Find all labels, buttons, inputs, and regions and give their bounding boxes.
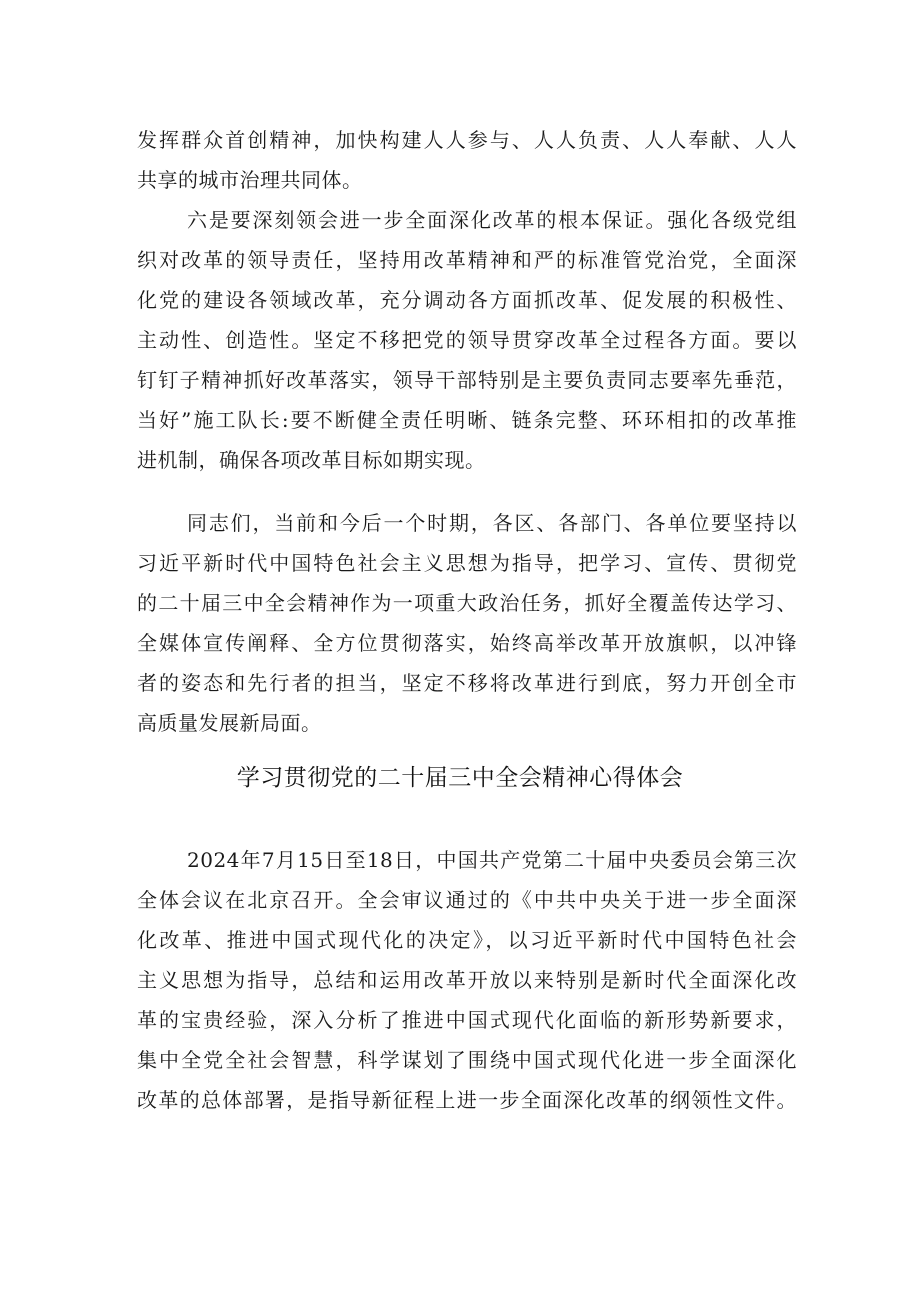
paragraph-line: 革的宝贵经验，深入分析了推进中国式现代化面临的新形势新要求，	[137, 1008, 797, 1032]
paragraph-line: 主动性、创造性。坚定不移把党的领导贯穿改革全过程各方面。要以	[137, 328, 797, 352]
paragraph-line: 高质量发展新局面。	[137, 711, 322, 735]
paragraph-line: 的二十届三中全会精神作为一项重大政治任务，抓好全覆盖传达学习、	[137, 591, 797, 615]
paragraph-line: 当好”施工队长:要不断健全责任明晰、链条完整、环环相扣的改革推	[137, 408, 797, 432]
paragraph-line: 集中全党全社会智慧，科学谋划了围绕中国式现代化进一步全面深化	[137, 1048, 797, 1072]
paragraph-line: 全媒体宣传阐释、全方位贯彻落实，始终高举改革开放旗帜，以冲锋	[137, 631, 797, 655]
paragraph-line: 共享的城市治理共同体。	[137, 168, 363, 192]
paragraph-line: 者的姿态和先行者的担当，坚定不移将改革进行到底，努力开创全市	[137, 671, 797, 695]
paragraph-line: 钉钉子精神抓好改革落实，领导干部特别是主要负责同志要率先垂范，	[137, 368, 797, 392]
paragraph-line: 同志们，当前和今后一个时期，各区、各部门、各单位要坚持以	[187, 511, 797, 535]
paragraph-line: 全体会议在北京召开。全会审议通过的《中共中央关于进一步全面深	[137, 888, 797, 912]
section-heading: 学习贯彻党的二十届三中全会精神心得体会	[236, 765, 684, 791]
paragraph-line: 进机制，确保各项改革目标如期实现。	[137, 448, 486, 472]
paragraph-line: 化改革、推进中国式现代化的决定》，以习近平新时代中国特色社会	[137, 928, 797, 952]
paragraph-line: 六是要深刻领会进一步全面深化改革的根本保证。强化各级党组	[187, 208, 797, 232]
paragraph-line: 主义思想为指导，总结和运用改革开放以来特别是新时代全面深化改	[137, 968, 797, 992]
paragraph-line: 习近平新时代中国特色社会主义思想为指导，把学习、宣传、贯彻党	[137, 551, 797, 575]
paragraph-line: 化党的建设各领域改革，充分调动各方面抓改革、促发展的积极性、	[137, 288, 797, 312]
paragraph-line: 2024年7月15日至18日，中国共产党第二十届中央委员会第三次	[187, 848, 797, 872]
paragraph-line: 织对改革的领导责任，坚持用改革精神和严的标准管党治党，全面深	[137, 248, 797, 272]
paragraph-line: 改革的总体部署，是指导新征程上进一步全面深化改革的纲领性文件。	[137, 1088, 797, 1112]
paragraph-line: 发挥群众首创精神，加快构建人人参与、人人负责、人人奉献、人人	[137, 128, 797, 152]
